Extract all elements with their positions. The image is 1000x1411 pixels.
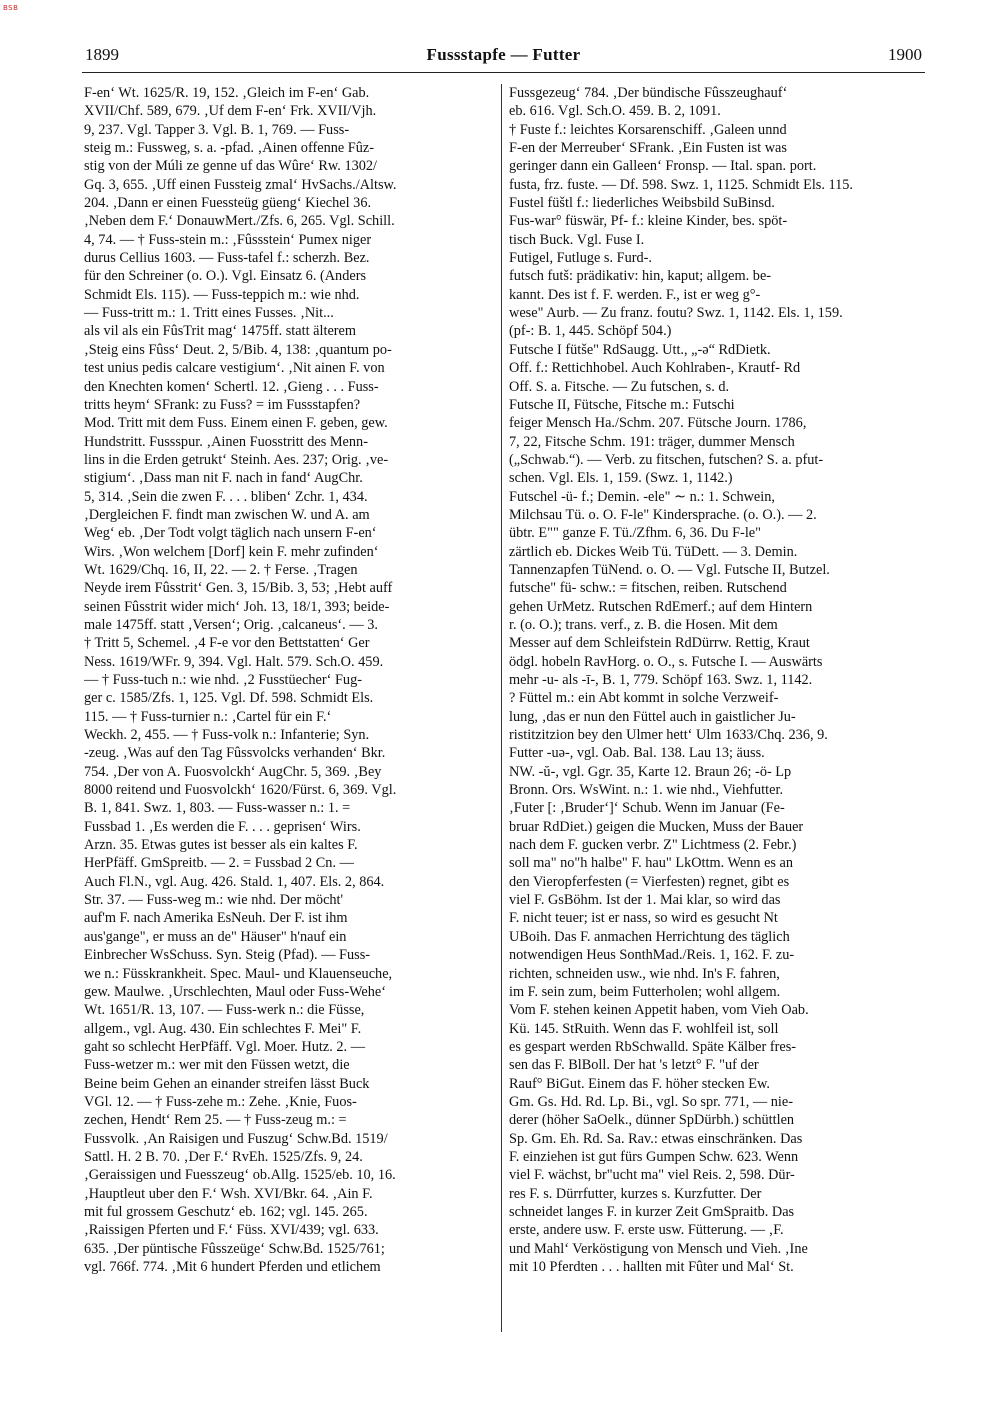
text-line: ‚Futer [: ‚Bruder‘]‘ Schub. Wenn im Januar (Fe-: [509, 800, 785, 817]
text-line: Sattl. H. 2 B. 70. ‚Der F.‘ RvEh. 1525/Zfs. 9, 24.: [84, 1148, 363, 1165]
text-line: Sp. Gm. Eh. Rd. Sa. Rav.: etwas einschränken. Das: [509, 1130, 803, 1147]
text-line: für den Schreiner (o. O.). Vgl. Einsatz 6. (Anders: [84, 268, 367, 285]
text-line: Off. f.: Rettichhobel. Auch Kohlraben-, Krautf- Rd: [509, 360, 801, 377]
text-line: es gespart werden RbSchwalld. Späte Kälber fres-: [509, 1038, 797, 1055]
text-line: übtr. E"" ganze F. Tü./Zfhm. 6, 36. Du F-le": [509, 525, 761, 542]
text-line: Beine beim Gehen an einander streifen lässt Buck: [84, 1075, 370, 1092]
text-line: Fuss-wetzer m.: wer mit den Füssen wetzt, die: [84, 1057, 350, 1074]
text-line: eb. 616. Vgl. Sch.O. 459. B. 2, 1091.: [509, 103, 721, 120]
text-line: ristitzitzion bey den Ulmer hett‘ Ulm 1633/Chq. 236, 9.: [509, 727, 828, 744]
text-line: allgem., vgl. Aug. 430. Ein schlechtes F. Mei" F.: [84, 1020, 362, 1037]
text-line: 4, 74. — † Fuss-stein m.: ‚Fûssstein‘ Pumex niger: [84, 231, 372, 248]
text-line: Weg‘ eb. ‚Der Todt volgt täglich nach unsern F-en‘: [84, 525, 377, 542]
text-line: (pf-: B. 1, 445. Schöpf 504.): [509, 323, 672, 340]
text-line: r. (o. O.); trans. verf., z. B. die Hosen. Mit dem: [509, 616, 778, 633]
text-line: viel F. GsBöhm. Ist der 1. Mai klar, so wird das: [509, 892, 781, 909]
text-line: ger c. 1585/Zfs. 1, 125. Vgl. Df. 598. Schmidt Els.: [84, 690, 374, 707]
text-line: Milchsau Tü. o. O. F-le" Kindersprache. (o. O.). — 2.: [509, 506, 817, 523]
text-line: mit 10 Pferdten . . . hallten mit Fûter und Mal‘ St.: [509, 1259, 794, 1275]
text-line: derer (höher SaOelk., dünner SpDürbh.) schüttlen: [509, 1112, 795, 1129]
text-line: F-en der Merreuber‘ SFrank. ‚Ein Fusten ist was: [509, 140, 787, 157]
text-line: erste, andere usw. F. erste usw. Fütterung. — ‚F.: [509, 1222, 784, 1239]
text-line: Wirs. ‚Won welchem [Dorf] kein F. mehr zufinden‘: [84, 543, 379, 560]
page-number-right: 1900: [888, 45, 922, 64]
text-line: HerPfäff. GmSpreitb. — 2. = Fussbad 2 Cn. —: [84, 855, 354, 872]
text-line: aus'gange", er muss an de" Häuser" h'nauf ein: [84, 928, 347, 945]
right-column: [509, 84, 921, 1276]
text-line: Mod. Tritt mit dem Fuss. Einem einen F. geben, gew.: [84, 415, 388, 432]
text-line: lins in die Erden getrukt‘ Steinh. Aes. 237; Orig. ‚ve-: [84, 451, 389, 468]
text-line: schneidet langes F. in kurzer Zeit GmSpraitb. Das: [509, 1203, 795, 1220]
text-line: 7, 22, Fitsche Schm. 191: träger, dummer Mensch: [509, 433, 795, 450]
text-line: ‚Raissigen Pferten und F.‘ Füss. XVI/439; vgl. 633.: [84, 1222, 379, 1239]
text-line: futsche" fü- schw.: = fitschen, reiben. Rutschend: [509, 580, 787, 597]
text-line: tisch Buck. Vgl. Fuse I.: [509, 231, 645, 248]
text-line: auf'm F. nach Amerika EsNeuh. Der F. ist ihm: [84, 910, 348, 927]
text-line: geringer dann ein Galleen‘ Fronsp. — Ital. span. port.: [509, 158, 817, 175]
text-line: Neyde irem Fûsstrit‘ Gen. 3, 15/Bib. 3, 53; ‚Hebt auff: [84, 580, 393, 597]
text-line: Einbrecher WsSchuss. Syn. Steig (Pfad). — Fuss-: [84, 947, 371, 964]
text-line: steig m.: Fussweg, s. a. -pfad. ‚Ainen offenne Fûz-: [84, 140, 374, 157]
text-line: den Vieropferfesten (= Vierfesten) regnet, gibt es: [509, 873, 790, 890]
text-line: feiger Mensch Ha./Schm. 207. Fütsche Journ. 1786,: [509, 415, 807, 432]
page-number-left: 1899: [85, 45, 119, 64]
text-line: („Schwab.“). — Verb. zu fitschen, futschen? S. a. pfut-: [509, 451, 824, 468]
text-line: notwendigen Heus SonthMad./Reis. 1, 162. F. zu-: [509, 947, 795, 964]
text-line: F. nicht teuer; ist er nass, so wird es gesucht Nt: [509, 910, 778, 927]
text-line: sen das F. BlBoll. Der hat 's letzt° F. "uf der: [509, 1057, 759, 1074]
running-head-title: Fussstapfe — Futter: [426, 45, 581, 64]
text-line: fusta, frz. fuste. — Df. 598. Swz. 1, 1125. Schmidt Els. 115.: [509, 176, 854, 193]
text-line: mehr -u- als -ī-, B. 1, 779. Schöpf 163. Swz. 1, 1142.: [509, 672, 813, 688]
text-line: durus Cellius 1603. — Fuss-tafel f.: scherzh. Bez.: [84, 250, 370, 267]
text-line: Fussgezeug‘ 784. ‚Der bündische Fûsszeughauf‘: [509, 85, 788, 101]
text-line: vgl. 766f. 774. ‚Mit 6 hundert Pferden und etlichem: [84, 1259, 381, 1275]
text-line: † Fuste f.: leichtes Korsarenschiff. ‚Galeen unnd: [509, 121, 787, 138]
text-line: Tannenzapfen TüNend. o. O. — Vgl. Futsche II, Butzel.: [509, 561, 830, 578]
text-line: lung, ‚das er nun den Füttel auch in gaistlicher Ju-: [509, 708, 796, 725]
text-line: zechen, Hendt‘ Rem 25. — † Fuss-zeug m.: =: [84, 1112, 347, 1129]
text-line: zärtlich eb. Dickes Weib Tü. TüDett. — 3. Demin.: [509, 543, 798, 560]
text-line: F-en‘ Wt. 1625/R. 19, 152. ‚Gleich im F-en‘ Gab.: [84, 85, 370, 101]
text-line: viel F. wächst, br"ucht ma" viel Reis. 2, 598. Dür-: [509, 1167, 795, 1184]
text-line: Futsche II, Fütsche, Fitsche m.: Futschi: [509, 396, 735, 413]
text-line: schen. Vgl. Els. 1, 159. (Swz. 1, 1142.): [509, 470, 733, 487]
text-line: Wt. 1651/R. 13, 107. — Fuss-werk n.: die Füsse,: [84, 1002, 365, 1019]
text-line: 9, 237. Vgl. Tapper 3. Vgl. B. 1, 769. — Fuss-: [84, 121, 350, 138]
text-line: Ness. 1619/WFr. 9, 394. Vgl. Halt. 579. Sch.O. 459.: [84, 653, 384, 670]
text-line: richten, schneiden usw., wie nhd. In's F. fahren,: [509, 965, 780, 982]
text-line: male 1475ff. statt ‚Versen‘; Orig. ‚calcaneus‘. — 3.: [84, 616, 378, 633]
text-line: Futigel, Futluge s. Furd-.: [509, 250, 652, 267]
text-line: Arzn. 35. Etwas gutes ist besser als ein kaltes F.: [84, 837, 358, 854]
text-line: Off. S. a. Fitsche. — Zu futschen, s. d.: [509, 378, 730, 395]
text-line: nach dem F. gucken verbr. Z" Lichtmess (2. Febr.): [509, 837, 797, 854]
text-line: we n.: Füsskrankheit. Spec. Maul- und Klauenseuche,: [84, 965, 393, 982]
text-line: bruar RdDiet.) geigen die Mucken, Muss der Bauer: [509, 818, 804, 835]
text-line: als vil als ein FûsTrit mag‘ 1475ff. statt älterem: [84, 323, 357, 340]
text-line: Hundstritt. Fussspur. ‚Ainen Fuosstritt des Menn-: [84, 433, 368, 450]
text-line: ? Füttel m.: ein Abt kommt in solche Verzweif-: [509, 690, 779, 707]
text-line: seinen Fûsstrit wider mich‘ Joh. 13, 18/1, 393; beide-: [84, 598, 390, 615]
text-line: VGl. 12. — † Fuss-zehe m.: Zehe. ‚Knie, Fuos-: [84, 1093, 357, 1110]
left-column: [84, 84, 496, 1276]
library-watermark: BSB: [3, 4, 19, 12]
text-line: Fussvolk. ‚An Raisigen und Fuszug‘ Schw.Bd. 1519/: [84, 1130, 388, 1147]
text-line: Weckh. 2, 455. — † Fuss-volk n.: Infanterie; Syn.: [84, 727, 370, 744]
text-line: 754. ‚Der von A. Fuosvolckh‘ AugChr. 5, 369. ‚Bey: [84, 763, 382, 780]
text-line: 5, 314. ‚Sein die zwen F. . . . bliben‘ Zchr. 1, 434.: [84, 488, 368, 505]
text-line: mit ful grossem Geschutz‘ eb. 162; vgl. 145. 265.: [84, 1203, 368, 1220]
text-line: Gq. 3, 655. ‚Uff einen Fussteig zmal‘ HvSachs./Altsw.: [84, 176, 397, 193]
text-line: Rauf° BiGut. Einem das F. höher stecken Ew.: [509, 1075, 770, 1092]
text-line: 8000 reitend und Fuosvolckh‘ 1620/Fürst. 6, 369. Vgl.: [84, 782, 397, 799]
text-line: Bronn. Ors. WsWint. n.: 1. wie nhd., Viehfutter.: [509, 782, 784, 799]
text-line: Fussbad 1. ‚Es werden die F. . . . geprisen‘ Wirs.: [84, 818, 361, 835]
text-line: Schmidt Els. 115). — Fuss-teppich m.: wie nhd.: [84, 286, 360, 303]
text-line: NW. -ŭ-, vgl. Ggr. 35, Karte 12. Braun 26; -ö- Lp: [509, 763, 792, 780]
text-line: ödgl. hobeln RavHorg. o. O., s. Futsche I. — Auswärts: [509, 653, 823, 670]
text-line: gaht so schlecht HerPfäff. Vgl. Moer. Hutz. 2. —: [84, 1038, 365, 1055]
text-line: test unius pedis calcare vestigium‘. ‚Nit ainen F. von: [84, 360, 385, 377]
text-line: ‚Geraissigen und Fuesszeug‘ ob.Allg. 1525/eb. 10, 16.: [84, 1167, 396, 1184]
text-line: Vom F. stehen keinen Appetit haben, vom Vieh Oab.: [509, 1002, 809, 1019]
header-rule: [82, 72, 925, 73]
text-line: ‚Neben dem F.‘ DonauwMert./Zfs. 6, 265. Vgl. Schill.: [84, 213, 395, 230]
text-line: ‚Hauptleut uber den F.‘ Wsh. XVI/Bkr. 64. ‚Ain F.: [84, 1185, 373, 1202]
text-line: Auch Fl.N., vgl. Aug. 426. Stald. 1, 407. Els. 2, 864.: [84, 873, 385, 890]
column-divider: [501, 84, 502, 1332]
text-line: Messer auf dem Schleifstein RdDürrw. Rettig, Kraut: [509, 635, 810, 652]
text-line: stigium‘. ‚Dass man nit F. nach in fand‘ AugChr.: [84, 470, 363, 487]
text-line: den Knechten komen‘ Schertl. 12. ‚Gieng . . . Fuss-: [84, 378, 379, 395]
text-line: Futter -uə-, vgl. Oab. Bal. 138. Lau 13; äuss.: [509, 745, 765, 762]
text-line: — † Fuss-tuch n.: wie nhd. ‚2 Fusstüecher‘ Fug-: [84, 672, 362, 688]
text-line: UBoih. Das F. anmachen Herrichtung des täglich: [509, 928, 790, 945]
text-line: Wt. 1629/Chq. 16, II, 22. — 2. † Ferse. ‚Tragen: [84, 561, 358, 578]
text-line: futsch futš: prädikativ: hin, kaput; allgem. be-: [509, 268, 772, 285]
text-line: Gm. Gs. Hd. Rd. Lp. Bi., vgl. So spr. 771, — nie-: [509, 1093, 793, 1110]
text-line: wese" Aurb. — Zu franz. foutu? Swz. 1, 1142. Els. 1, 159.: [509, 305, 843, 322]
text-line: soll ma" no"h halbe" F. hau" LkOttm. Wenn es an: [509, 855, 794, 872]
text-line: kannt. Des ist f. F. werden. F., ist er weg g°-: [509, 286, 761, 303]
text-line: 115. — † Fuss-turnier n.: ‚Cartel für ein F.‘: [84, 708, 332, 725]
text-line: Kü. 145. StRuith. Wenn das F. wohlfeil ist, soll: [509, 1020, 779, 1037]
text-line: im F. sein zum, beim Futterholen; wohl allgem.: [509, 983, 781, 1000]
text-line: B. 1, 841. Swz. 1, 803. — Fuss-wasser n.: 1. =: [84, 800, 351, 817]
page-header: [82, 43, 925, 71]
text-line: † Tritt 5, Schemel. ‚4 F-e vor den Bettstatten‘ Ger: [84, 635, 370, 652]
text-line: — Fuss-tritt m.: 1. Tritt eines Fusses. ‚Nit...: [84, 305, 334, 322]
text-line: gew. Maulwe. ‚Urschlechten, Maul oder Fuss-Wehe‘: [84, 983, 387, 1000]
text-line: Fustel füštl f.: liederliches Weibsbild SuBinsd.: [509, 195, 775, 212]
text-line: gehen UrMetz. Rutschen RdEmerf.; auf dem Hintern: [509, 598, 813, 615]
text-line: stig von der Múli ze genne uf das Wûre‘ Rw. 1302/: [84, 158, 378, 175]
text-line: 635. ‚Der püntische Fûsszeüge‘ Schw.Bd. 1525/761;: [84, 1240, 385, 1257]
text-line: ‚Steig eins Fûss‘ Deut. 2, 5/Bib. 4, 138: ‚quantum po-: [84, 341, 392, 358]
text-line: Futschel -ü- f.; Demin. -ele" ∼ n.: 1. Schwein,: [509, 488, 775, 505]
text-line: Futsche I fütše" RdSaugg. Utt., „-ə“ RdDietk.: [509, 341, 771, 358]
text-line: F. einziehen ist gut fürs Gumpen Schw. 623. Wenn: [509, 1148, 799, 1165]
text-line: ‚Dergleichen F. findt man zwischen W. und A. am: [84, 506, 370, 523]
text-line: XVII/Chf. 589, 679. ‚Uf dem F-en‘ Frk. XVII/Vjh.: [84, 103, 377, 120]
text-line: Str. 37. — Fuss-weg m.: wie nhd. Der möcht': [84, 892, 344, 909]
text-line: res F. s. Dürrfutter, kurzes s. Kurzfutter. Der: [509, 1185, 762, 1202]
text-line: und Mahl‘ Verköstigung von Mensch und Vieh. ‚Ine: [509, 1240, 808, 1257]
text-line: 204. ‚Dann er einen Fuessteüg güeng‘ Kiechel 36.: [84, 195, 372, 212]
text-line: Fus-war° füswär, Pf- f.: kleine Kinder, bes. spöt-: [509, 213, 788, 230]
text-line: tritts heym‘ SFrank: zu Fuss? = im Fussstapfen?: [84, 396, 361, 413]
text-line: -zeug. ‚Was auf den Tag Fûssvolcks verhanden‘ Bkr.: [84, 745, 386, 762]
